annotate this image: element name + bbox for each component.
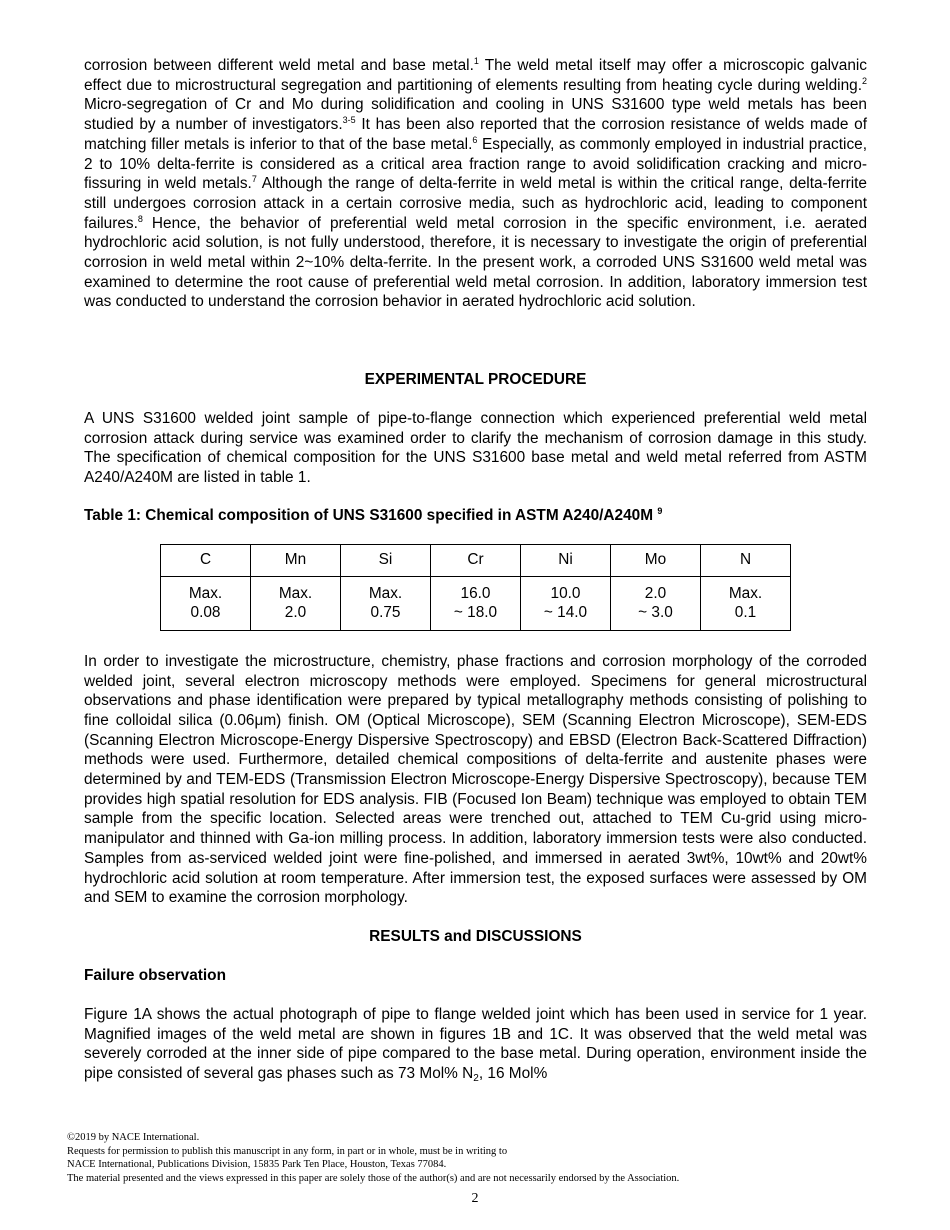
table-header-cell: N (701, 544, 791, 576)
table-header-row (161, 544, 791, 576)
intro-paragraph: corrosion between different weld metal and base metal.$^1$ The weld metal itself may offer a microscopic galvanic effect due to microstructural segregation and partitioning of elements resulting from heating cycle during welding.$^2$ Micro-segregation of Cr and Mo during solidification and cooling in UNS S31600 type weld metals has been studied by a number of investigators.$^{3-5}$ It has been also reported that the corrosion resistance of welds made of matching filler metals is inferior to that of the base metal.$^6$ Especially, as commonly employed in industrial practice, 2 to 10% delta-ferrite is considered as a critical area fraction range to avoid solidification cracking and micro-fissuring in weld metals.$^7$ Although the range of delta-ferrite in weld metal is within the critical range, delta-ferrite still undergoes corrosion attack in a certain corrosive media, such as hydrochloric acid, leading to component failures.$^8$ Hence, the behavior of preferential weld metal corrosion in the specific environment, i.e. aerated hydrochloric acid solution, is not fully understood, therefore, it is necessary to investigate the origin of preferential corrosion in weld metal within 2~10% delta-ferrite. In the present work, a corroded UNS S31600 weld metal was examined to determine the root cause of preferential weld metal corrosion. In addition, laboratory immersion test was conducted to understand the corrosion behavior in aerated hydrochloric acid solution. (84, 56, 867, 311)
section-heading-results: RESULTS and DISCUSSIONS (369, 927, 582, 945)
table-value-cell: Max. 0.08 (161, 576, 251, 630)
table-header-cell: Ni (521, 544, 611, 576)
section-heading-experimental: EXPERIMENTAL PROCEDURE (364, 371, 587, 388)
table-header-cell: C (161, 544, 251, 576)
table-header-cell: Si (341, 544, 431, 576)
page-number: 2 (471, 1191, 479, 1206)
table-caption: Table 1: Chemical composition of UNS S31600 specified in ASTM A240/A240M $^9$ (84, 505, 663, 524)
experimental-paragraph: A UNS S31600 welded joint sample of pipe-to-flange connection which experienced preferential weld metal corrosion attack during service was examined order to clarify the mechanism of corrosion damage in this study. The specification of chemical composition for the UNS S31600 base metal and weld metal referred from ASTM A240/A240M are listed in table 1. (84, 410, 867, 487)
table-header-cell: Mo (611, 544, 701, 576)
table-value-cell: Max. 0.75 (341, 576, 431, 630)
table-header-cell: Cr (431, 544, 521, 576)
table-value-cell: 10.0 ~ 14.0 (521, 576, 611, 630)
table-value-cell: Max. 2.0 (251, 576, 341, 630)
table-value-cell: Max. 0.1 (701, 576, 791, 630)
failure-paragraph: Figure 1A shows the actual photograph of pipe to flange welded joint which has been used in service for 1 year. Magnified images of the weld metal are shown in figures 1B and 1C. It was observed that the weld metal was severely corroded at the inner side of pipe compared to the base metal. During operation, environment inside the pipe consisted of several gas phases such as 73 Mol% $N_2$, 16 Mol% (84, 1005, 867, 1085)
copyright-footer: ©2019 by NACE International. Requests for permission to publish this manuscript in any form, in part or in whole, must be in writing to NACE International, Publications Division, 15835 Park Ten Place, Houston, Texas 77084. The material presented and the views expressed in this paper are solely those of the author(s) and are not necessarily endorsed by the Association. (67, 1132, 680, 1184)
subsection-heading-failure: Failure observation (84, 966, 226, 984)
page-body (84, 56, 867, 1084)
table-value-cell: 2.0 ~ 3.0 (611, 576, 701, 630)
table-value-row (161, 576, 791, 630)
table-value-cell: 16.0 ~ 18.0 (431, 576, 521, 630)
table-header-cell: Mn (251, 544, 341, 576)
methods-paragraph: In order to investigate the microstructure, chemistry, phase fractions and corrosion morphology of the corroded welded joint, several electron microscopy methods were employed. Specimens for general microstructural observations and phase identification were prepared by typical metallography methods consisting of polishing to fine colloidal silica (0.06μm) finish. OM (Optical Microscope), SEM (Scanning Electron Microscope), SEM-EDS (Scanning Electron Microscope-Energy Dispersive Spectroscopy) and EBSD (Electron Back-Scattered Diffraction) methods were used. Furthermore, detailed chemical compositions of delta-ferrite and austenite phases were determined by and TEM-EDS (Transmission Electron Microscope-Energy Dispersive Spectroscopy), because TEM provides high spatial resolution for EDS analysis. FIB (Focused Ion Beam) technique was employed to obtain TEM sample from the specific location. Selected areas were trenched out, attached to TEM Cu-grid using micro-manipulator and thinned with Ga-ion milling process. In addition, laboratory immersion tests were also conducted. Samples from as-serviced welded joint were fine-polished, and immersed in aerated 3wt%, 10wt% and 20wt% hydrochloric acid solution at room temperature. After immersion test, the exposed surfaces were assessed by OM and SEM to examine the corrosion morphology. (84, 652, 867, 907)
composition-table (160, 544, 791, 631)
